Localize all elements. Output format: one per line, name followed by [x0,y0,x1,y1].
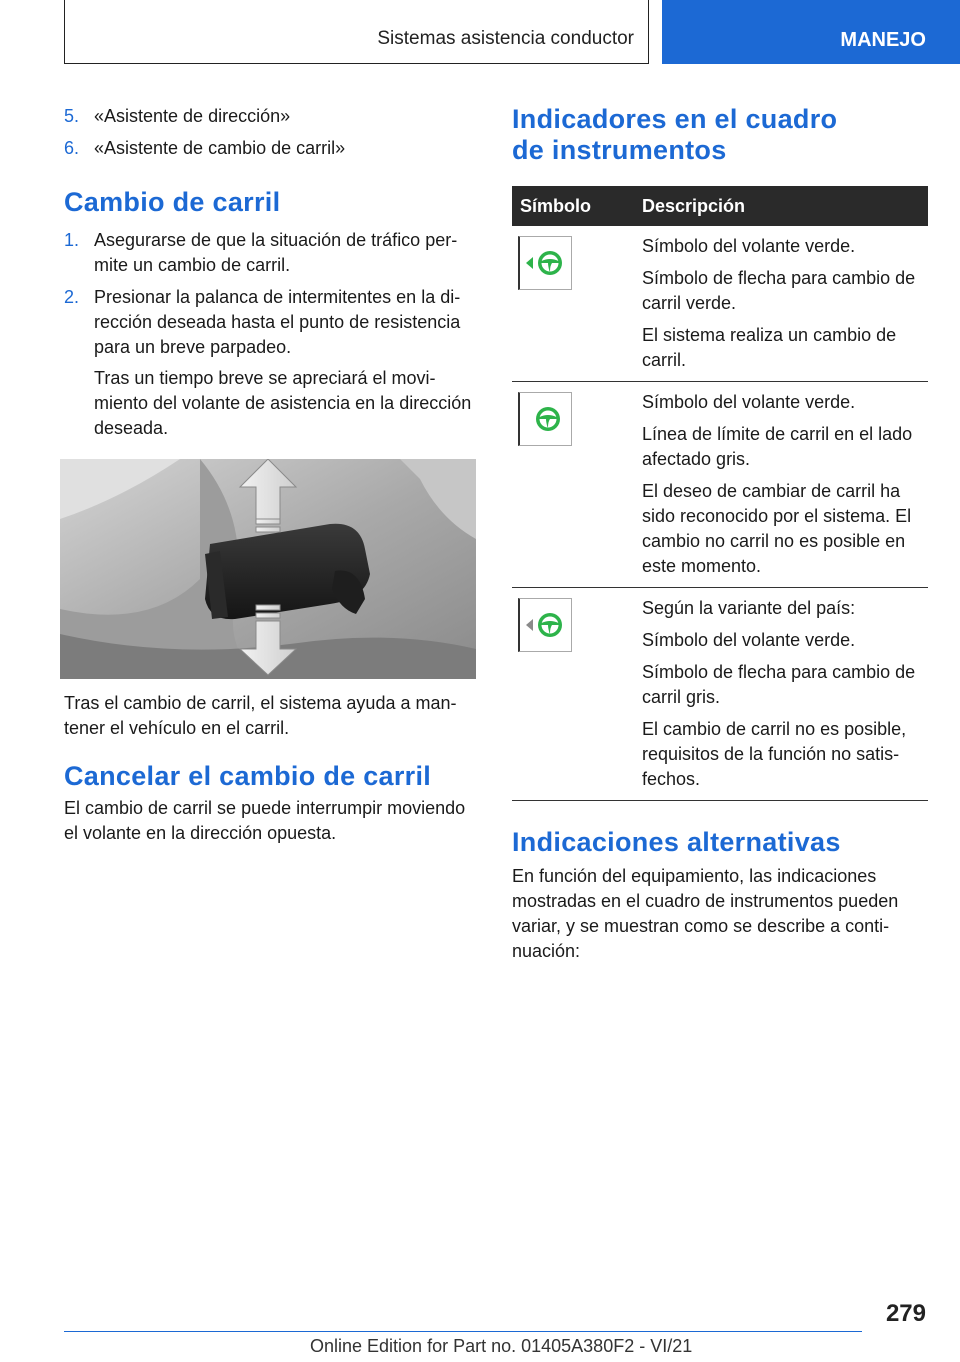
right-column [512,104,928,964]
heading-indicadores [512,104,928,166]
steering-wheel-arrow-green-icon [518,236,572,290]
list-number: 5. [64,106,80,126]
list-text: «Asistente de cambio de carril» [94,138,346,158]
paragraph-after-figure: Tras el cambio de carril, el sistema ayuda a mantener el vehículo en el carril. [64,693,457,738]
footer-divider [64,1331,862,1332]
description-line: El cambio de carril no es posible, requisitos de la función no satisfechos. [642,719,907,789]
description-line: Símbolo de flecha para cambio de carril gris. [642,662,916,707]
step-text: Asegurarse de que la situación de tráfico permite un cambio de carril. [94,230,458,275]
symbol-table [512,186,928,801]
list-text: «Asistente de dirección» [94,106,291,126]
description-line: Símbolo del volante verde. [642,236,856,256]
header-box [64,0,649,64]
step-number: 2. [64,287,80,307]
table-row [512,226,928,382]
step-item [64,228,478,278]
list-item [64,104,478,129]
step-number: 1. [64,230,80,250]
section-title: Sistemas asistencia conductor [377,28,634,49]
table-row [512,588,928,801]
step-extra-text: Tras un tiempo breve se apreciará el movimiento del volante de asistencia en la dirección deseada. [94,368,472,438]
chapter-tab[interactable] [662,0,960,64]
steering-wheel-green-icon [518,392,572,446]
list-number: 6. [64,138,80,158]
table-row [512,382,928,588]
heading-indicadores-line2: de instrumentos [512,135,727,165]
description-line: Línea de límite de carril en el lado afectado gris. [642,424,913,469]
step-item [64,285,478,441]
left-column [64,104,478,846]
page-number: 279 [885,1300,926,1327]
step-text: Presionar la palanca de intermitentes en la dirección deseada hasta el punto de resistencia para un breve parpadeo. [94,287,461,357]
steering-wheel-arrow-grey-icon [518,598,572,652]
chapter-label: MANEJO [840,29,926,51]
heading-indicadores-line1: Indicadores en el cuadro [512,104,838,134]
turn-signal-lever-figure [60,459,476,679]
column-header-description: Descripción [630,186,928,226]
description-line: El sistema realiza un cambio de carril. [642,325,897,370]
description-line: Símbolo de flecha para cambio de carril verde. [642,268,916,313]
list-item [64,136,478,161]
paragraph-alternativas: En función del equipamiento, las indicaciones mostradas en el cuadro de instrumentos pueden variar, y se muestran como se describe a continuación: [512,866,899,961]
description-line: Según la variante del país: [642,598,856,618]
description-line: Símbolo del volante verde. [642,630,856,650]
column-header-symbol: Símbolo [512,186,630,226]
edition-footer: Online Edition for Part no. 01405A380F2 - VI/21 [310,1336,693,1356]
lever-illustration [60,459,476,679]
heading-indicaciones-alternativas: Indicaciones alternativas [512,827,841,857]
heading-cambio-de-carril: Cambio de carril [64,187,281,217]
description-line: Símbolo del volante verde. [642,392,856,412]
description-line: El deseo de cambiar de carril ha sido reconocido por el sistema. El cambio no carril no es posible en este momento. [642,481,912,576]
paragraph-cancel: El cambio de carril se puede interrumpir moviendo el volante en la dirección opuesta. [64,798,466,843]
heading-cancelar-cambio: Cancelar el cambio de carril [64,761,432,791]
